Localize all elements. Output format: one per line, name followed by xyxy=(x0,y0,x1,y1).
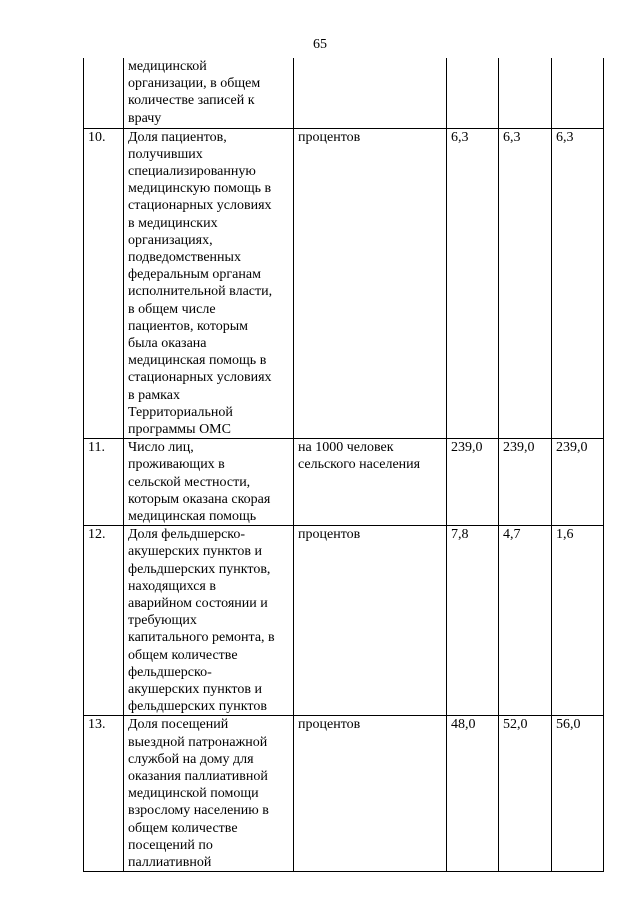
row-number xyxy=(84,58,124,128)
value-year-3: 1,6 xyxy=(552,526,604,716)
value-year-1 xyxy=(447,58,499,128)
unit-of-measure: процентов xyxy=(294,716,447,872)
value-year-2: 52,0 xyxy=(499,716,552,872)
value-year-3 xyxy=(552,58,604,128)
indicators-table xyxy=(83,58,604,872)
value-year-3: 239,0 xyxy=(552,439,604,526)
unit-of-measure: процентов xyxy=(294,526,447,716)
indicator-name: Число лиц, проживающих в сельской местности, которым оказана скорая медицинская помощь xyxy=(124,439,294,526)
unit-of-measure xyxy=(294,58,447,128)
row-number: 12. xyxy=(84,526,124,716)
indicator-name: Доля фельдшерско- акушерских пунктов и фельдшерских пунктов, находящихся в аварийном состоянии и требующих капитального ремонта, в общем количестве фельдшерско- акушерских пунктов и фельдшерских пунктов xyxy=(124,526,294,716)
indicator-name: Доля пациентов, получивших специализированную медицинскую помощь в стационарных условиях в медицинских организациях, подведомственных федеральным органам исполнительной власти, в общем числе пациентов, которым была оказана медицинская помощь в стационарных условиях в рамках Территориальной программы ОМС xyxy=(124,128,294,439)
table-row xyxy=(84,716,604,872)
unit-of-measure: процентов xyxy=(294,128,447,439)
table-row xyxy=(84,439,604,526)
value-year-1: 48,0 xyxy=(447,716,499,872)
table-row xyxy=(84,526,604,716)
indicator-name: медицинской организации, в общем количестве записей к врачу xyxy=(124,58,294,128)
row-number: 11. xyxy=(84,439,124,526)
value-year-1: 6,3 xyxy=(447,128,499,439)
value-year-3: 6,3 xyxy=(552,128,604,439)
value-year-3: 56,0 xyxy=(552,716,604,872)
unit-of-measure: на 1000 человек сельского населения xyxy=(294,439,447,526)
value-year-2 xyxy=(499,58,552,128)
value-year-1: 7,8 xyxy=(447,526,499,716)
value-year-1: 239,0 xyxy=(447,439,499,526)
value-year-2: 239,0 xyxy=(499,439,552,526)
row-number: 10. xyxy=(84,128,124,439)
table-row xyxy=(84,58,604,128)
table-row xyxy=(84,128,604,439)
row-number: 13. xyxy=(84,716,124,872)
value-year-2: 4,7 xyxy=(499,526,552,716)
value-year-2: 6,3 xyxy=(499,128,552,439)
page-number: 65 xyxy=(313,37,327,52)
indicator-name: Доля посещений выездной патронажной службой на дому для оказания паллиативной медицинской помощи взрослому населению в общем количестве посещений по паллиативной xyxy=(124,716,294,872)
